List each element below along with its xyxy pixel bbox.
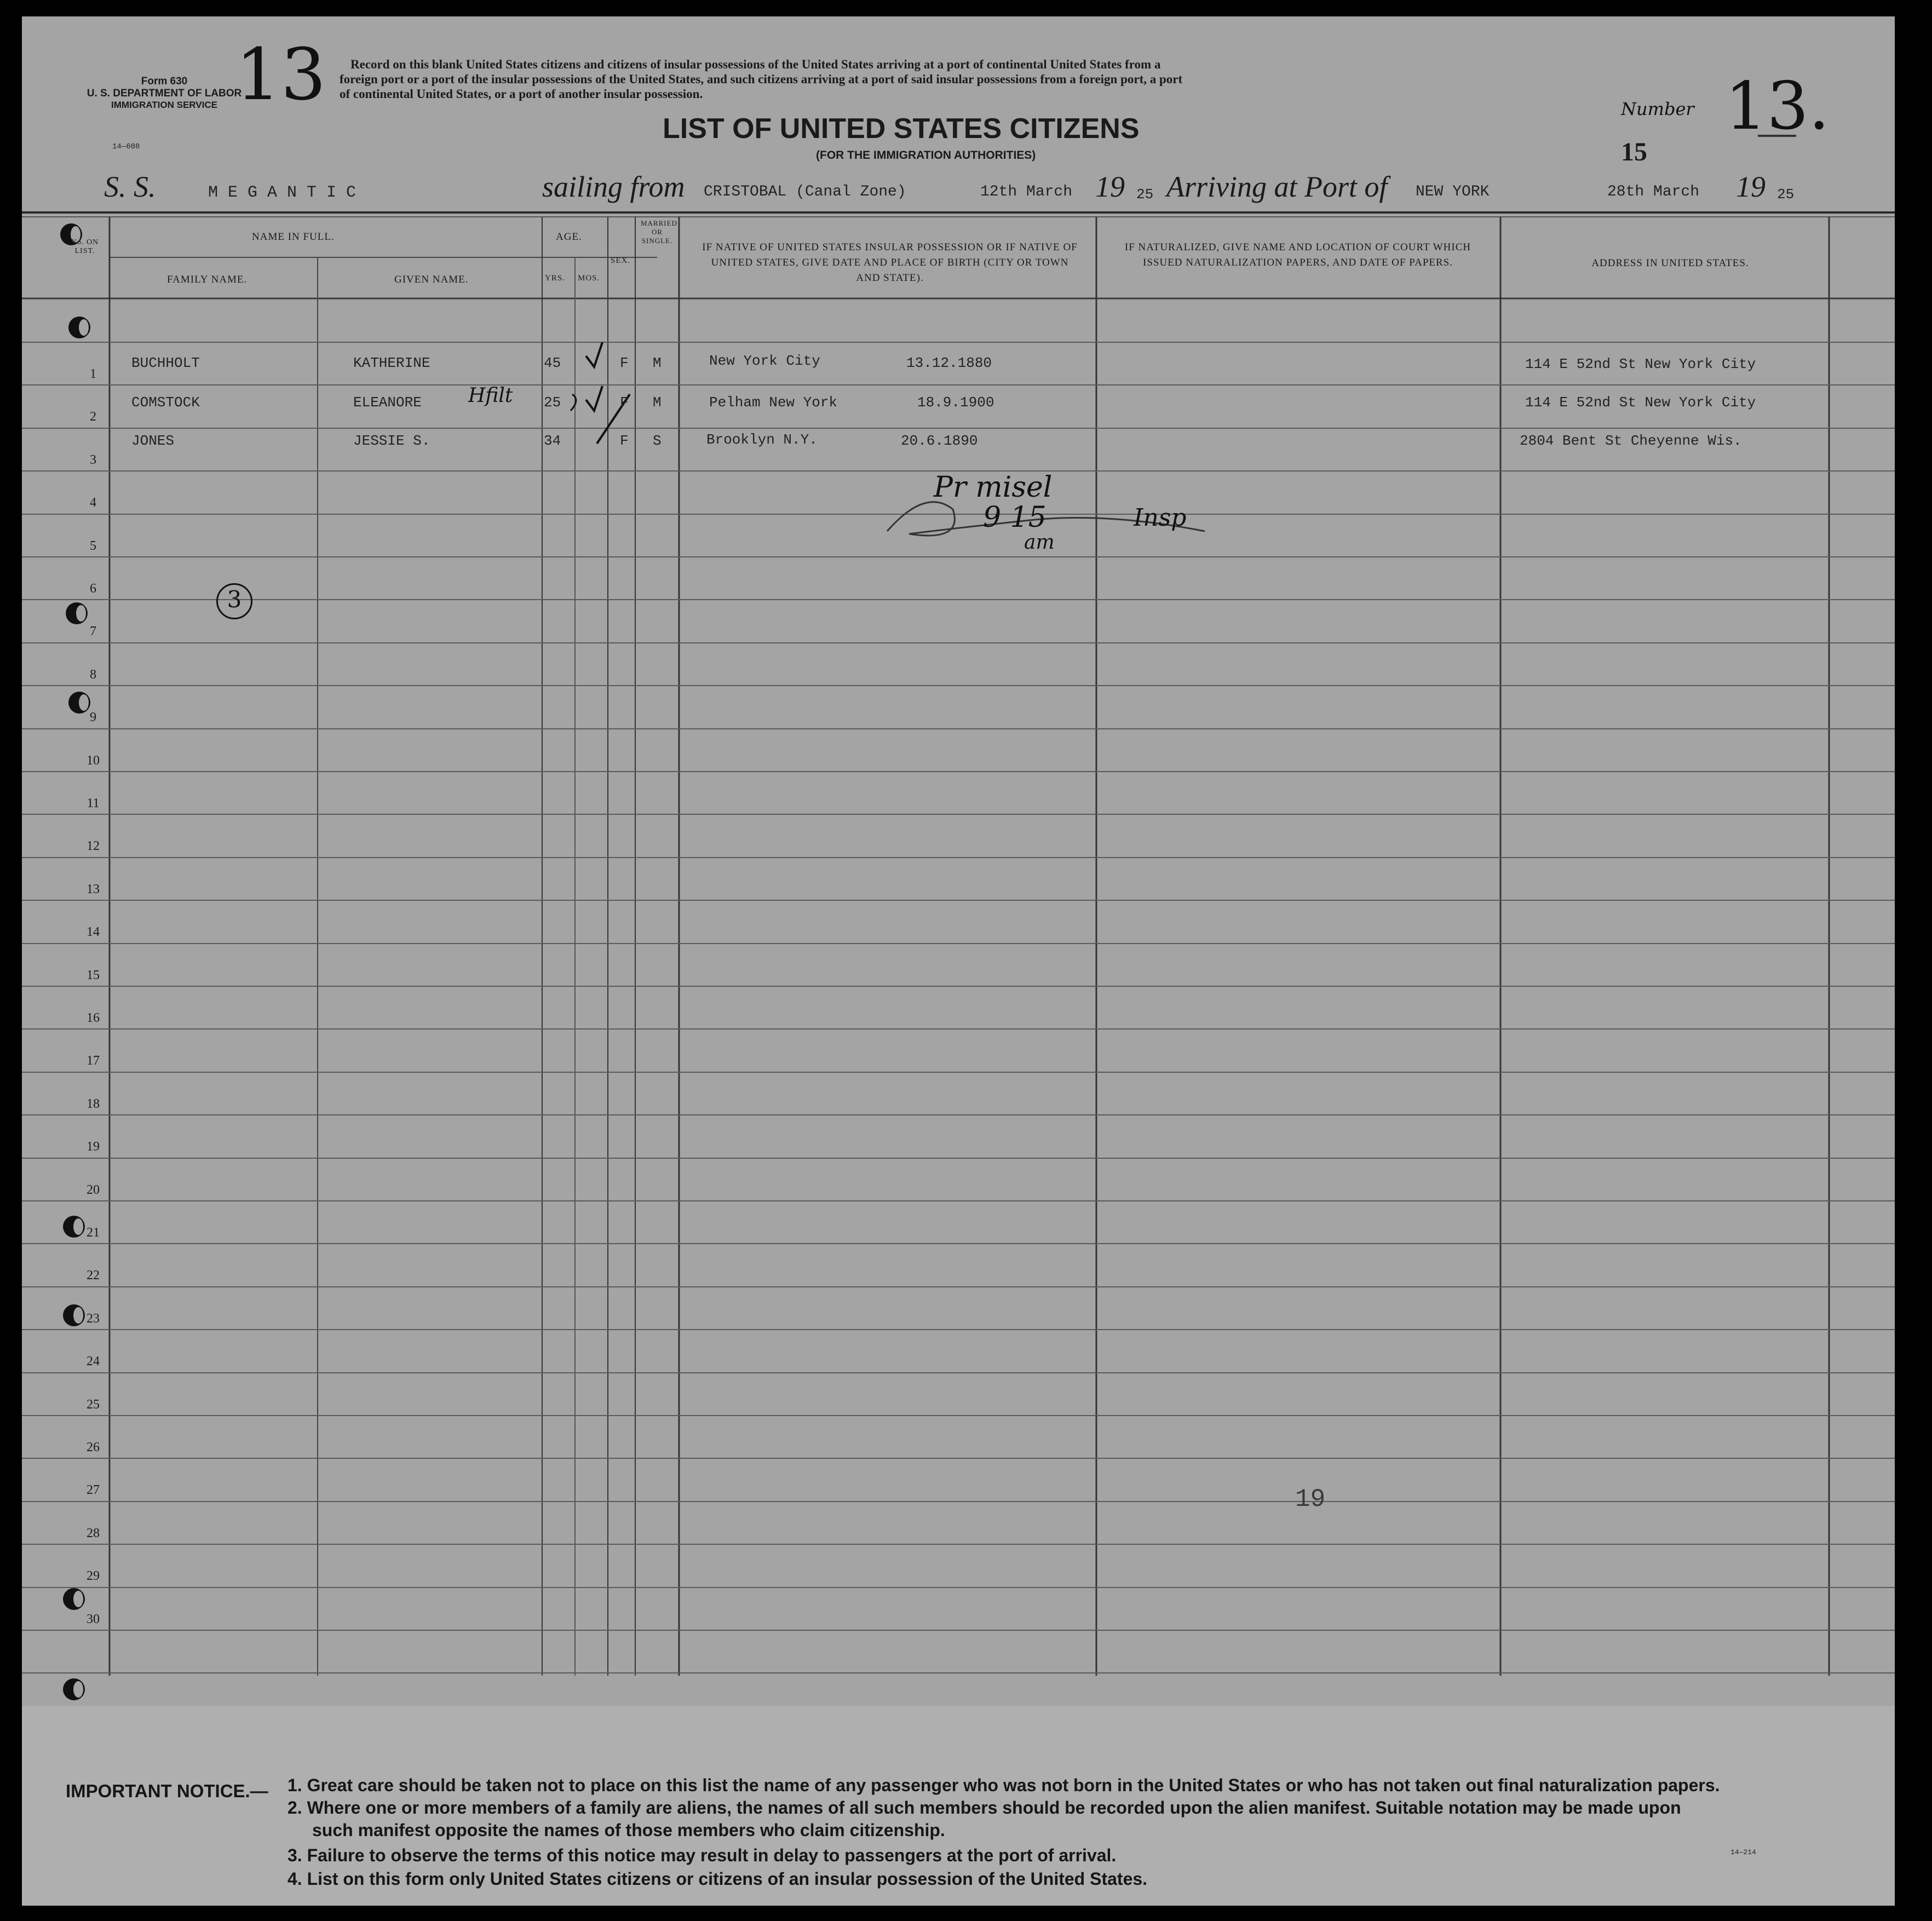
status-3: S — [653, 433, 662, 449]
row-number: 20 — [87, 1183, 100, 1197]
row-number: 30 — [87, 1612, 100, 1626]
notice-item-2: 2. Where one or more members of a family are aliens, the names of all such members should be recorded upon the alien manifest. Suitable notation may be made upon — [288, 1798, 1681, 1818]
column-header-mos: MOS. — [578, 274, 600, 283]
given-name-1: KATHERINE — [353, 355, 430, 371]
service-label: IMMIGRATION SERVICE — [111, 100, 217, 110]
status-1: M — [653, 355, 662, 371]
status-2: M — [653, 394, 662, 411]
row-number: 6 — [90, 582, 96, 596]
row-number: 28 — [87, 1526, 100, 1540]
manifest-number: 13. — [1725, 68, 1830, 145]
age-2: 25 — [544, 394, 561, 411]
row-number: 17 — [87, 1054, 100, 1068]
row-number: 3 — [90, 453, 96, 467]
number-label: Number — [1621, 99, 1694, 119]
manifest-sheet — [22, 16, 1895, 1906]
inspector-note-insp: Insp — [1134, 504, 1187, 532]
given-name-3: JESSIE S. — [353, 433, 430, 449]
form-number: Form 630 — [141, 76, 188, 87]
birthdate-3: 20.6.1890 — [901, 433, 978, 449]
birthplace-1: New York City — [709, 353, 820, 369]
birthdate-2: 18.9.1900 — [917, 394, 994, 411]
birthplace-2: Pelham New York — [709, 394, 838, 411]
birthdate-1: 13.12.1880 — [906, 355, 992, 371]
departure-date: 12th March — [980, 183, 1073, 200]
column-header-birth: IF NATIVE OF UNITED STATES INSULAR POSSESSION OR IF NATIVE OF UNITED STATES, GIVE DATE AND PLACE OF BIRTH (CITY OR TOWN AND STATE). — [702, 241, 1078, 284]
departure-year: 25 — [1136, 186, 1154, 203]
row-number: 27 — [87, 1483, 100, 1497]
row-number: 29 — [87, 1569, 100, 1583]
given-name-annotation: Hfilt — [468, 384, 513, 407]
record-text-line-2: foreign port or a port of the insular possessions of the United States, and such citizens arriving at a port of said insular possessions from a foreign port, a port — [340, 72, 1183, 86]
column-header-age: AGE. — [556, 231, 582, 243]
binder-holes — [22, 16, 1895, 1906]
column-header-family-name: FAMILY NAME. — [167, 274, 248, 285]
given-name-2: ELEANORE — [353, 394, 422, 411]
sex-3: F — [620, 433, 629, 449]
ship-name: M E G A N T I C — [208, 183, 357, 202]
column-header-name-in-full: NAME IN FULL. — [252, 231, 335, 243]
row-number: 24 — [87, 1354, 100, 1368]
sex-2: F — [620, 394, 629, 411]
notice-item-1: 1. Great care should be taken not to place on this list the name of any passenger who was not born in the United States or who has not taken out final naturalization papers. — [288, 1775, 1720, 1795]
column-header-address: ADDRESS IN UNITED STATES. — [1591, 257, 1749, 269]
binder-hole-8 — [63, 1678, 85, 1700]
address-3: 2804 Bent St Cheyenne Wis. — [1520, 433, 1742, 449]
arrival-date: 28th March — [1607, 183, 1700, 200]
inspector-note-initials: Pr misel — [934, 471, 1053, 504]
row-number: 18 — [87, 1097, 100, 1111]
notice-heading: IMPORTANT NOTICE.— — [66, 1781, 268, 1801]
notice-item-2-cont: such manifest opposite the names of those members who claim citizenship. — [312, 1820, 945, 1840]
year-prefix-1: 19 — [1095, 170, 1125, 203]
row-number: 26 — [87, 1440, 100, 1454]
row-number: 11 — [87, 796, 100, 810]
row-number: 1 — [90, 367, 96, 381]
record-text-line-1: Record on this blank United States citizens and citizens of insular possessions of the United States arriving at a port of continental United States from a — [350, 57, 1161, 71]
birthplace-3: Brooklyn N.Y. — [706, 432, 818, 448]
row-number: 10 — [87, 754, 100, 768]
handwritten-list-number: 13 — [235, 33, 326, 116]
inspector-note-am: am — [1024, 531, 1055, 554]
row-number: 14 — [87, 925, 100, 939]
ss-label: S. S. — [104, 170, 156, 203]
address-2: 114 E 52nd St New York City — [1525, 394, 1756, 411]
row-number: 4 — [90, 496, 96, 510]
notice-form-code: 14—214 — [1730, 1848, 1756, 1856]
row-number: 23 — [87, 1312, 100, 1326]
row-number: 8 — [90, 668, 96, 682]
row-number: 21 — [87, 1226, 100, 1240]
row-number: 2 — [90, 410, 96, 424]
row-number: 12 — [87, 839, 100, 853]
circled-passenger-count — [216, 583, 252, 619]
circled-count-value: 3 — [227, 586, 242, 613]
record-text-line-3: of continental United States, or a port of another insular possession. — [340, 87, 703, 101]
row-number: 25 — [87, 1397, 100, 1412]
family-name-2: COMSTOCK — [131, 394, 200, 411]
year-prefix-2: 19 — [1736, 170, 1766, 203]
row-number: 9 — [90, 710, 96, 724]
row-number: 5 — [90, 539, 96, 553]
column-header-given-name: GIVEN NAME. — [394, 274, 469, 285]
row-number: 15 — [87, 968, 100, 982]
row-number: 22 — [87, 1268, 100, 1282]
age-3: 34 — [544, 433, 561, 449]
notice-item-4: 4. List on this form only United States citizens or citizens of an insular possession of the United States. — [288, 1869, 1148, 1889]
row-number: 13 — [87, 882, 100, 896]
notice-item-3: 3. Failure to observe the terms of this notice may result in delay to passengers at the port of arrival. — [288, 1845, 1117, 1865]
family-name-1: BUCHHOLT — [131, 355, 200, 371]
bottom-page-stamp: 19 — [1295, 1485, 1326, 1514]
sailing-from-label: sailing from — [542, 170, 685, 203]
arrival-year: 25 — [1777, 186, 1795, 203]
document-title: LIST OF UNITED STATES CITIZENS — [663, 113, 1140, 145]
column-header-yrs: YRS. — [545, 274, 565, 283]
row-number: 16 — [87, 1011, 100, 1025]
family-name-3: JONES — [131, 433, 175, 449]
row-number: 19 — [87, 1140, 100, 1154]
binder-hole-7 — [63, 1588, 85, 1610]
form-code: 14—608 — [112, 142, 140, 151]
column-header-no: No. ON LIST. — [71, 238, 99, 255]
row-number: 7 — [90, 624, 96, 639]
column-header-naturalized: IF NATURALIZED, GIVE NAME AND LOCATION OF COURT WHICH ISSUED NATURALIZATION PAPERS, AND DATE OF PAPERS. — [1124, 241, 1471, 268]
arrival-port: NEW YORK — [1416, 183, 1490, 200]
page-stamp: 15 — [1621, 137, 1647, 166]
binder-hole-3 — [66, 602, 88, 624]
inspector-note-time: 9 15 — [983, 501, 1046, 534]
sex-1: F — [620, 355, 629, 371]
column-header-sex: SEX. — [611, 256, 631, 265]
departure-port: CRISTOBAL (Canal Zone) — [704, 183, 906, 200]
address-1: 114 E 52nd St New York City — [1525, 356, 1756, 372]
column-header-married-single: MARRIED OR SINGLE. — [641, 219, 677, 245]
department-label: U. S. DEPARTMENT OF LABOR — [87, 88, 242, 99]
binder-hole-2 — [68, 317, 90, 338]
arriving-label: Arriving at Port of — [1166, 170, 1388, 203]
age-1: 45 — [544, 355, 561, 371]
document-subtitle: (FOR THE IMMIGRATION AUTHORITIES) — [816, 149, 1036, 162]
